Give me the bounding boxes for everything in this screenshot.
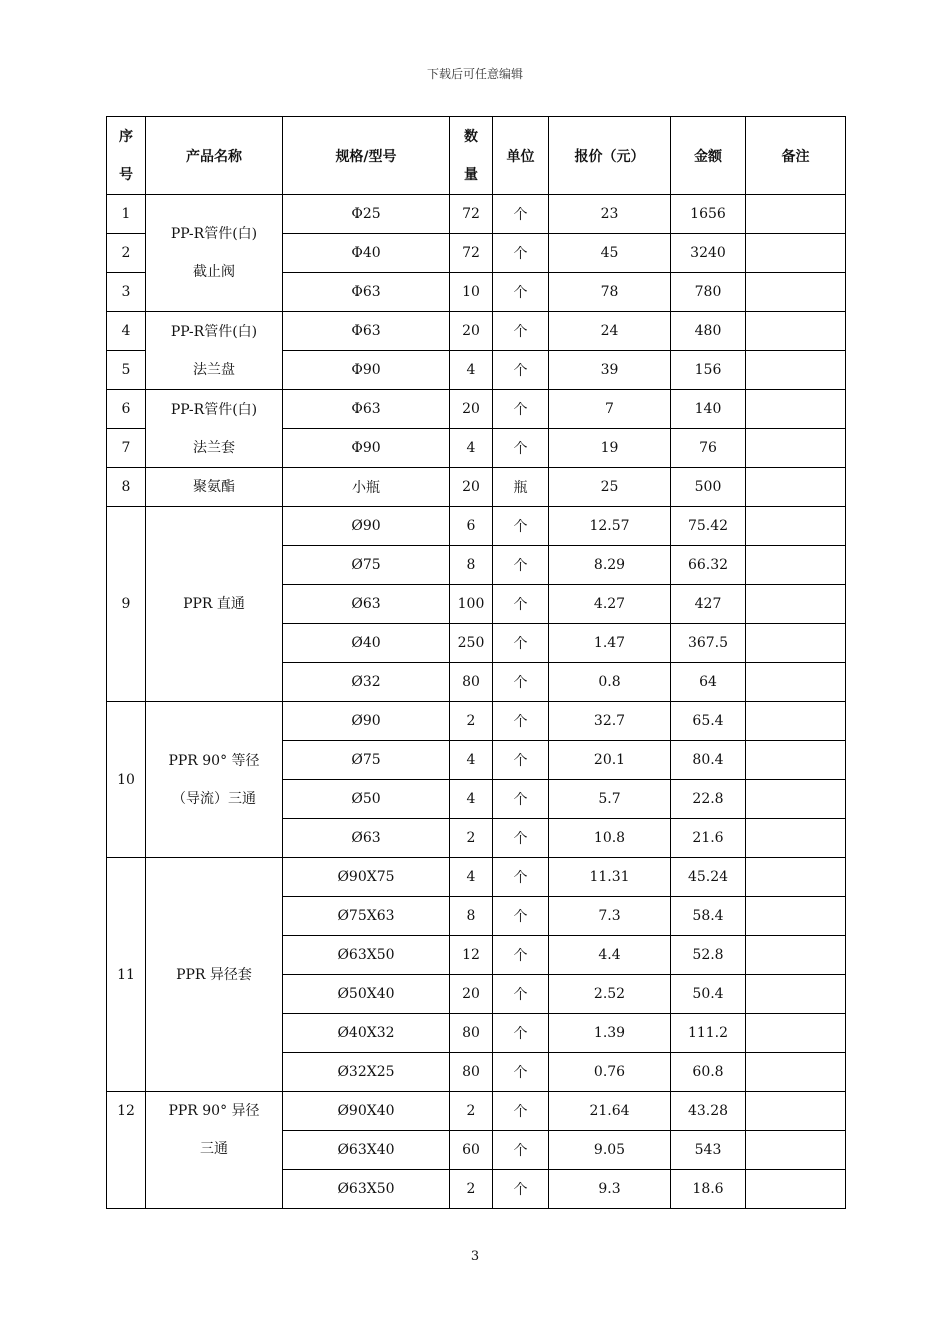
header-price: 报价（元） <box>549 117 671 195</box>
table-body <box>107 195 846 1209</box>
row-remark <box>746 624 846 663</box>
row-spec: Ø90 <box>283 507 450 546</box>
row-amount: 480 <box>671 312 746 351</box>
row-remark <box>746 1092 846 1131</box>
row-unit: 个 <box>493 585 549 624</box>
table-row <box>107 1092 846 1131</box>
table-row <box>107 507 846 546</box>
row-product-name <box>146 468 283 507</box>
row-unit: 瓶 <box>493 468 549 507</box>
row-amount: 21.6 <box>671 819 746 858</box>
product-name-line: PP-R管件(白) <box>170 401 258 418</box>
row-spec: Φ63 <box>283 273 450 312</box>
row-seq: 5 <box>107 351 146 390</box>
row-quantity: 20 <box>450 390 493 429</box>
row-price: 0.76 <box>549 1053 671 1092</box>
row-amount: 58.4 <box>671 897 746 936</box>
row-unit: 个 <box>493 429 549 468</box>
row-unit: 个 <box>493 624 549 663</box>
row-seq: 9 <box>107 507 146 702</box>
row-unit: 个 <box>493 702 549 741</box>
product-name-line: PPR 异径套 <box>176 966 252 983</box>
quote-table <box>106 116 846 1209</box>
row-seq: 1 <box>107 195 146 234</box>
row-price: 10.8 <box>549 819 671 858</box>
row-quantity: 2 <box>450 819 493 858</box>
row-unit: 个 <box>493 273 549 312</box>
row-quantity: 8 <box>450 897 493 936</box>
table-header-row <box>107 117 846 195</box>
row-quantity: 72 <box>450 234 493 273</box>
row-unit: 个 <box>493 780 549 819</box>
row-spec: Φ63 <box>283 312 450 351</box>
row-unit: 个 <box>493 312 549 351</box>
row-quantity: 4 <box>450 858 493 897</box>
row-amount: 140 <box>671 390 746 429</box>
product-name-line: 三通 <box>200 1141 228 1157</box>
row-price: 12.57 <box>549 507 671 546</box>
row-amount: 111.2 <box>671 1014 746 1053</box>
row-remark <box>746 312 846 351</box>
row-spec: Ø50 <box>283 780 450 819</box>
row-product-name <box>146 858 283 1092</box>
row-spec: Ø63 <box>283 819 450 858</box>
row-spec: Φ25 <box>283 195 450 234</box>
row-quantity: 2 <box>450 702 493 741</box>
row-spec: Ø32X25 <box>283 1053 450 1092</box>
row-remark <box>746 858 846 897</box>
row-quantity: 60 <box>450 1131 493 1170</box>
row-spec: Ø75 <box>283 741 450 780</box>
row-remark <box>746 702 846 741</box>
header-product-name: 产品名称 <box>146 117 283 195</box>
row-quantity: 2 <box>450 1092 493 1131</box>
row-quantity: 72 <box>450 195 493 234</box>
row-amount: 45.24 <box>671 858 746 897</box>
row-spec: Φ40 <box>283 234 450 273</box>
row-quantity: 100 <box>450 585 493 624</box>
row-remark <box>746 1014 846 1053</box>
row-unit: 个 <box>493 507 549 546</box>
product-name-line: 聚氨酯 <box>193 479 235 495</box>
row-quantity: 20 <box>450 975 493 1014</box>
row-spec: Ø75X63 <box>283 897 450 936</box>
row-product-name <box>146 507 283 702</box>
header-seq-line-2: 号 <box>119 166 133 183</box>
row-remark <box>746 273 846 312</box>
row-spec: Ø32 <box>283 663 450 702</box>
row-seq: 10 <box>107 702 146 858</box>
table-row <box>107 312 846 351</box>
table-row <box>107 390 846 429</box>
row-amount: 3240 <box>671 234 746 273</box>
row-price: 0.8 <box>549 663 671 702</box>
header-remark: 备注 <box>746 117 846 195</box>
product-name-line: 法兰套 <box>193 439 235 456</box>
header-qty-line-1: 数 <box>464 128 478 145</box>
table-row <box>107 468 846 507</box>
row-spec: Ø63X50 <box>283 936 450 975</box>
row-spec: Φ63 <box>283 390 450 429</box>
row-unit: 个 <box>493 546 549 585</box>
row-product-name <box>146 1092 283 1209</box>
row-amount: 1656 <box>671 195 746 234</box>
row-product-name <box>146 195 283 312</box>
row-seq: 12 <box>107 1092 146 1209</box>
row-spec: 小瓶 <box>283 468 450 507</box>
row-price: 1.39 <box>549 1014 671 1053</box>
row-seq: 2 <box>107 234 146 273</box>
row-quantity: 250 <box>450 624 493 663</box>
row-remark <box>746 936 846 975</box>
row-spec: Ø40X32 <box>283 1014 450 1053</box>
row-quantity: 4 <box>450 429 493 468</box>
row-amount: 80.4 <box>671 741 746 780</box>
row-price: 78 <box>549 273 671 312</box>
row-price: 11.31 <box>549 858 671 897</box>
row-unit: 个 <box>493 858 549 897</box>
header-spec: 规格/型号 <box>283 117 450 195</box>
row-seq: 7 <box>107 429 146 468</box>
row-unit: 个 <box>493 1170 549 1209</box>
row-remark <box>746 351 846 390</box>
row-amount: 52.8 <box>671 936 746 975</box>
row-price: 23 <box>549 195 671 234</box>
row-price: 7 <box>549 390 671 429</box>
row-price: 20.1 <box>549 741 671 780</box>
row-amount: 22.8 <box>671 780 746 819</box>
row-seq: 6 <box>107 390 146 429</box>
row-price: 9.3 <box>549 1170 671 1209</box>
row-amount: 66.32 <box>671 546 746 585</box>
row-remark <box>746 741 846 780</box>
product-name-line: 法兰盘 <box>193 361 235 378</box>
header-quantity <box>450 117 493 195</box>
row-spec: Φ90 <box>283 429 450 468</box>
row-quantity: 80 <box>450 663 493 702</box>
row-unit: 个 <box>493 819 549 858</box>
header-unit: 单位 <box>493 117 549 195</box>
row-amount: 500 <box>671 468 746 507</box>
row-quantity: 20 <box>450 312 493 351</box>
row-spec: Ø75 <box>283 546 450 585</box>
row-price: 2.52 <box>549 975 671 1014</box>
row-unit: 个 <box>493 1014 549 1053</box>
row-amount: 76 <box>671 429 746 468</box>
row-unit: 个 <box>493 975 549 1014</box>
row-remark <box>746 390 846 429</box>
row-amount: 75.42 <box>671 507 746 546</box>
row-amount: 43.28 <box>671 1092 746 1131</box>
row-unit: 个 <box>493 663 549 702</box>
row-remark <box>746 1053 846 1092</box>
row-product-name <box>146 390 283 468</box>
row-spec: Ø63X40 <box>283 1131 450 1170</box>
page-header: 下载后可任意编辑 <box>426 67 523 81</box>
product-name-line: （导流）三通 <box>172 790 256 807</box>
row-remark <box>746 897 846 936</box>
row-remark <box>746 1131 846 1170</box>
row-price: 4.4 <box>549 936 671 975</box>
row-quantity: 10 <box>450 273 493 312</box>
table-row <box>107 858 846 897</box>
row-price: 5.7 <box>549 780 671 819</box>
row-unit: 个 <box>493 234 549 273</box>
row-spec: Ø40 <box>283 624 450 663</box>
row-remark <box>746 507 846 546</box>
header-seq-line-1: 序 <box>119 128 133 145</box>
row-spec: Ø63X50 <box>283 1170 450 1209</box>
row-remark <box>746 195 846 234</box>
row-quantity: 8 <box>450 546 493 585</box>
product-name-line: PPR 90° 等径 <box>168 752 260 769</box>
row-price: 25 <box>549 468 671 507</box>
row-spec: Ø50X40 <box>283 975 450 1014</box>
row-seq: 11 <box>107 858 146 1092</box>
row-price: 19 <box>549 429 671 468</box>
row-amount: 367.5 <box>671 624 746 663</box>
page-number: 3 <box>470 1249 480 1264</box>
row-quantity: 20 <box>450 468 493 507</box>
table-row <box>107 702 846 741</box>
row-price: 24 <box>549 312 671 351</box>
row-unit: 个 <box>493 741 549 780</box>
row-quantity: 80 <box>450 1053 493 1092</box>
row-remark <box>746 546 846 585</box>
row-product-name <box>146 312 283 390</box>
row-remark <box>746 975 846 1014</box>
row-unit: 个 <box>493 351 549 390</box>
row-remark <box>746 585 846 624</box>
row-amount: 543 <box>671 1131 746 1170</box>
product-name-line: PP-R管件(白) <box>170 226 258 242</box>
row-price: 39 <box>549 351 671 390</box>
row-spec: Ø90X40 <box>283 1092 450 1131</box>
row-amount: 18.6 <box>671 1170 746 1209</box>
row-seq: 4 <box>107 312 146 351</box>
row-spec: Ø90 <box>283 702 450 741</box>
row-remark <box>746 780 846 819</box>
row-unit: 个 <box>493 390 549 429</box>
row-remark <box>746 234 846 273</box>
row-price: 21.64 <box>549 1092 671 1131</box>
row-spec: Ø90X75 <box>283 858 450 897</box>
row-quantity: 6 <box>450 507 493 546</box>
row-amount: 50.4 <box>671 975 746 1014</box>
row-quantity: 12 <box>450 936 493 975</box>
header-amount: 金额 <box>671 117 746 195</box>
header-qty-line-2: 量 <box>464 166 478 183</box>
row-price: 8.29 <box>549 546 671 585</box>
row-remark <box>746 819 846 858</box>
row-price: 7.3 <box>549 897 671 936</box>
row-price: 32.7 <box>549 702 671 741</box>
row-spec: Ø63 <box>283 585 450 624</box>
row-amount: 780 <box>671 273 746 312</box>
row-unit: 个 <box>493 195 549 234</box>
row-unit: 个 <box>493 1131 549 1170</box>
row-remark <box>746 1170 846 1209</box>
product-name-line: 截止阀 <box>193 264 235 280</box>
table-row <box>107 195 846 234</box>
row-amount: 60.8 <box>671 1053 746 1092</box>
row-unit: 个 <box>493 936 549 975</box>
row-price: 9.05 <box>549 1131 671 1170</box>
product-name-line: PPR 直通 <box>183 596 245 612</box>
row-unit: 个 <box>493 1092 549 1131</box>
row-amount: 64 <box>671 663 746 702</box>
row-seq: 3 <box>107 273 146 312</box>
row-price: 45 <box>549 234 671 273</box>
row-amount: 65.4 <box>671 702 746 741</box>
row-quantity: 2 <box>450 1170 493 1209</box>
row-quantity: 4 <box>450 351 493 390</box>
row-spec: Φ90 <box>283 351 450 390</box>
row-quantity: 4 <box>450 780 493 819</box>
product-name-line: PP-R管件(白) <box>170 323 258 340</box>
row-quantity: 4 <box>450 741 493 780</box>
row-seq: 8 <box>107 468 146 507</box>
row-product-name <box>146 702 283 858</box>
row-price: 4.27 <box>549 585 671 624</box>
row-remark <box>746 468 846 507</box>
product-name-line: PPR 90° 异径 <box>168 1103 260 1119</box>
row-quantity: 80 <box>450 1014 493 1053</box>
row-unit: 个 <box>493 1053 549 1092</box>
row-remark <box>746 429 846 468</box>
row-remark <box>746 663 846 702</box>
header-seq <box>107 117 146 195</box>
row-amount: 427 <box>671 585 746 624</box>
row-unit: 个 <box>493 897 549 936</box>
row-price: 1.47 <box>549 624 671 663</box>
row-amount: 156 <box>671 351 746 390</box>
